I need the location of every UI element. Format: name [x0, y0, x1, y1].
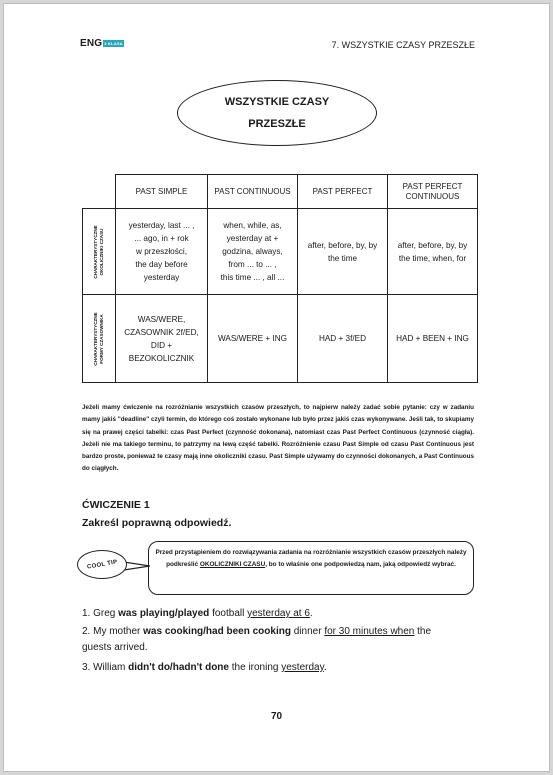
item-adverbial: for 30 minutes when: [324, 626, 415, 637]
row-label: CHARAKTERYSTYCZNE OKOLICZNIKI CZASU: [93, 224, 104, 279]
row-label-cell: [83, 295, 116, 383]
item-rest: the ironing: [228, 662, 282, 673]
table-cell: WAS/WERE, CZASOWNIK 2f/ED, DID + BEZOKOLICZNIK: [116, 295, 208, 383]
cool-tip-label: COOL TIP: [86, 558, 118, 571]
title-line-1: WSZYSTKIE CZASY: [224, 96, 330, 108]
table-row: [83, 209, 478, 295]
speech-tail-icon: [124, 560, 150, 572]
table-cell: HAD + 3f/ED: [298, 295, 388, 383]
item-end: .: [309, 608, 313, 619]
exercise-title: ĆWICZENIE 1: [82, 499, 150, 511]
table-cell: after, before, by, by the time: [298, 209, 388, 295]
item-adverbial: yesterday: [281, 662, 324, 673]
tip-text-underlined: OKOLICZNIKI CZASU: [199, 561, 266, 568]
exercise-item: [82, 624, 462, 656]
cool-tip-badge: [77, 550, 127, 579]
exercise-item: [82, 606, 313, 622]
table-cell: after, before, by, by the time, when, for: [388, 209, 478, 295]
explanation-note: Jeżeli mamy ćwiczenie na rozróżnianie wszystkich czasów przeszłych, to najpierw należy zadać sobie pytanie: czy w zadaniu mamy jakiś "deadline" czyli termin, do którego coś zostało wykonane lub było przez jakiś czas wykonywane. Jeśli tak, to skupiamy się na prawej części tabelki: czas Past Perfect (czynność dokonana), natomiast czas Past Perfect Continuous (czynność ciągła). Jeżeli nie ma takiego terminu, to patrzymy na lewą część tabelki. Rozróżnienie czasu Past Simple od czasu Past Continuous jest bardzo proste, ponieważ te czasy mają inne okoliczniki czasu. Past Simple używamy do czynności dokonanych, a Past Continuous do ciągłych.: [82, 404, 474, 473]
item-end: the guests arrived.: [82, 626, 432, 653]
item-rest: football: [209, 608, 248, 619]
tenses-table: [82, 174, 478, 383]
item-options[interactable]: didn't do/hadn't done: [128, 662, 229, 673]
item-options[interactable]: was playing/played: [118, 608, 210, 619]
table-cell: WAS/WERE + ING: [208, 295, 298, 383]
page-number: 70: [270, 711, 283, 722]
item-rest: dinner: [290, 626, 325, 637]
tip-text-after: , bo to właśnie one podpowiedzą nam, jaką odpowiedź wybrać.: [265, 561, 456, 568]
tip-box: [148, 541, 474, 595]
tip-text-before: Przed przystąpieniem do rozwiązywania zadania na rozróżnianie wszystkich czasów przeszłych należy podkreślić: [155, 549, 467, 568]
exercise-instruction: Zakreśl poprawną odpowiedź.: [82, 517, 232, 529]
chapter-title: 7. WSZYSTKIE CZASY PRZESZŁE: [331, 40, 475, 50]
column-header: PAST PERFECT CONTINUOUS: [388, 175, 478, 209]
table-cell: when, while, as, yesterday at + godzina, always, from ... to ... , this time ... , all ...: [208, 209, 298, 295]
row-label: CHARAKTERYSTYCZNE FORMY CZASOWNIKA: [93, 311, 104, 366]
item-end: .: [323, 662, 327, 673]
title-line-2: PRZESZŁE: [248, 118, 306, 130]
table-row: [83, 295, 478, 383]
item-options[interactable]: was cooking/had been cooking: [143, 626, 291, 637]
logo: [80, 38, 124, 49]
item-lead: 3. William: [82, 662, 129, 673]
title-oval: [177, 80, 377, 146]
column-header: PAST SIMPLE: [116, 175, 208, 209]
table-cell: yesterday, last ... , ... ago, in + rok w przeszłości, the day before yesterday: [116, 209, 208, 295]
logo-main: ENG: [80, 38, 103, 49]
row-label-cell: [83, 209, 116, 295]
table-corner: [83, 175, 116, 209]
exercise-item: [82, 660, 327, 676]
item-adverbial: yesterday at 6: [247, 608, 310, 619]
item-lead: 1. Greg: [82, 608, 119, 619]
table-cell: HAD + BEEN + ING: [388, 295, 478, 383]
logo-sub: 3 KLASA: [104, 41, 123, 46]
item-lead: 2. My mother: [82, 626, 144, 637]
column-header: PAST PERFECT: [298, 175, 388, 209]
column-header: PAST CONTINUOUS: [208, 175, 298, 209]
